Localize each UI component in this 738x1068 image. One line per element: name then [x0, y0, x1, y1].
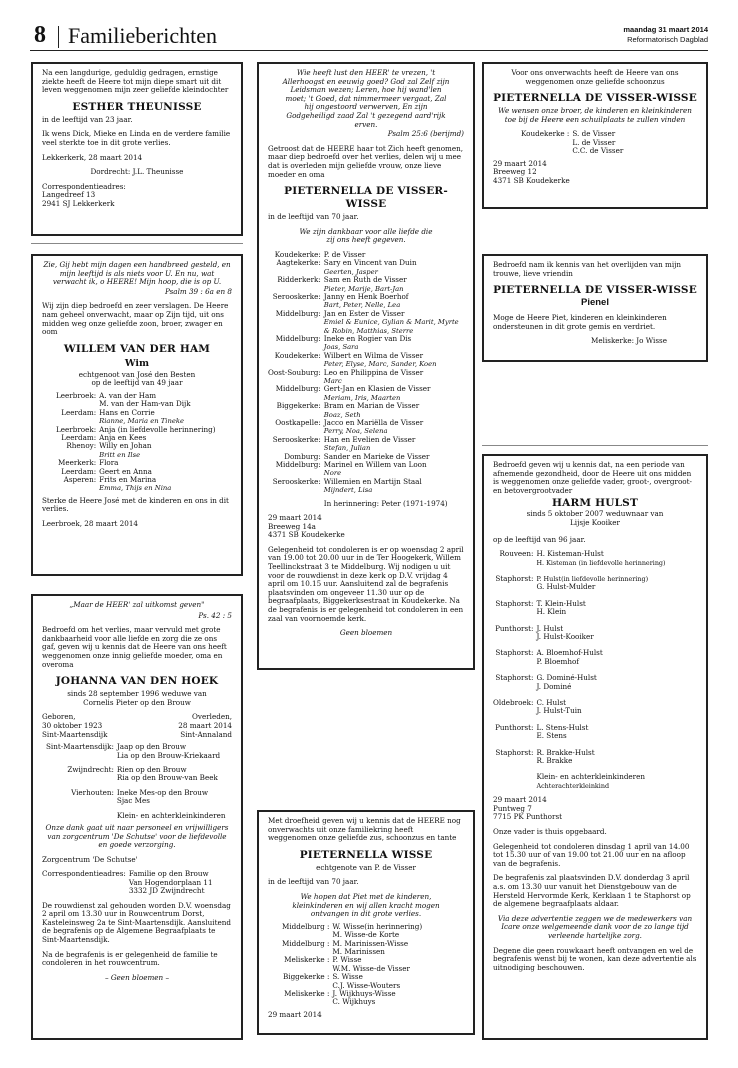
- family-row: [56, 476, 219, 484]
- family-names: Ineke en Rogier van Dis: [323, 333, 412, 343]
- notice-pieternella-in-laws: [482, 62, 708, 209]
- deceased-name: PIETERNELLA WISSE: [299, 848, 433, 861]
- address-street: Van Hogendorplaan 11: [128, 877, 213, 887]
- family-row: [493, 592, 669, 608]
- family-place: Serooskerke:: [272, 291, 321, 301]
- issue-date: maandag 31 maart 2014: [623, 25, 708, 34]
- family-row: [268, 276, 464, 284]
- family-names: Sjac Mes: [116, 796, 150, 806]
- family-names: A. van der Ham: [99, 390, 157, 400]
- family-row: [493, 567, 669, 583]
- family-names: Geert en Anna: [99, 466, 152, 476]
- family-place: [46, 774, 117, 788]
- family-names: Achterachterkleinkind: [536, 781, 610, 790]
- family-names: Perry, Noa, Selena: [323, 427, 388, 436]
- family-row: [268, 352, 464, 360]
- family-names: C.J. Wisse-Wouters: [332, 980, 401, 990]
- family-row: [493, 608, 669, 616]
- family-names: Jacco en Mariëlla de Visser: [323, 418, 424, 428]
- notice-harm-hulst: [482, 454, 708, 1040]
- family-list: [46, 743, 228, 820]
- notice-date: 29 maart 2014: [268, 513, 322, 523]
- family-names: Bram en Marian de Visser: [323, 401, 420, 411]
- family-place: [493, 608, 536, 616]
- family-names: J. Wijkhuys-Wisse: [332, 989, 396, 998]
- family-row: [493, 641, 669, 657]
- family-list: [268, 251, 464, 508]
- family-place: [46, 812, 117, 820]
- family-row: [46, 812, 228, 820]
- family-names: J. Hulst-Tuin: [536, 706, 582, 716]
- verse-reference: Psalm 25:6 (berijmd): [387, 129, 464, 139]
- family-place: Leerdam:: [61, 432, 97, 442]
- family-place: [46, 752, 117, 766]
- family-place: Punthorst:: [495, 722, 534, 732]
- family-place: [268, 318, 324, 335]
- family-place: Aagtekerke:: [276, 258, 321, 268]
- address-city: 3332 JD Zwijndrecht: [128, 886, 205, 896]
- column-rule: [31, 243, 243, 244]
- family-place: Staphorst:: [495, 648, 534, 658]
- family-place: Meliskerke :: [284, 955, 330, 965]
- family-row: [493, 550, 669, 558]
- family-place: Oost-Souburg:: [268, 367, 321, 377]
- family-list: [56, 392, 219, 493]
- family-names: H. Klein: [536, 607, 567, 617]
- family-place: Leerdam:: [61, 466, 97, 476]
- family-place: Koudekerke :: [521, 129, 570, 139]
- family-row: [46, 774, 228, 788]
- notice-intro: Getroost dat de HEERE haar tot Zich heeft genomen, maar diep bedroefd over het verlies, delen wij u mee dat is overleden mijn geliefde vrouw, onze lieve moeder en oma: [268, 143, 464, 179]
- notice-date: 29 maart 2014: [268, 1009, 322, 1019]
- family-place: [493, 583, 536, 591]
- family-names: Meriam, Iris, Maarten: [323, 393, 401, 402]
- address-name: Familie op den Brouw: [128, 869, 209, 879]
- family-names: Anja (in liefdevolle herinnering): [99, 424, 216, 434]
- family-place: Rhenoy:: [66, 441, 97, 451]
- condolence-info: Gelegenheid tot condoleren dinsdag 1 april van 14.00 tot 15.30 uur of van 19.00 tot 21.00 uur en na afloop van de begrafenis.: [493, 841, 690, 868]
- address-city: 4371 SB Koudekerke: [268, 530, 345, 540]
- address-street: Langedreef 13: [42, 190, 96, 200]
- family-names: Marc: [323, 377, 342, 385]
- service-info: Gelegenheid tot condoleren is er op woensdag 2 april van 19.00 tot 20.00 uur in de Ter Hoogekerk, Willem Teellinckstraat 3 te Middelburg. Wij nodigen u uit voor de rouwdienst in deze kerk op D.V. vrijdag 4 april om 10.15 uur. Aansluitend zal de begrafenis plaatsvinden om ongeveer 11.30 uur op de begraafplaats, Biggekerksestraat in Koudekerke. Na de begrafenis is er gelegenheid tot condoleren in een zaal van voornoemde kerk.: [268, 544, 464, 623]
- signature: Dordrecht: J.L. Theunisse: [90, 167, 184, 177]
- notice-intro: Voor ons onverwachts heeft de Heere van ons weggenomen onze geliefde schoonzus: [511, 68, 679, 86]
- address-city: 4371 SB Koudekerke: [493, 175, 570, 185]
- family-names: G. Dominé-Hulst: [536, 673, 597, 683]
- family-row: [268, 310, 464, 318]
- deceased-age: in de leeftijd van 70 jaar.: [268, 212, 359, 222]
- spouse: echtgenote van P. de Visser: [316, 862, 416, 872]
- family-list: [282, 923, 425, 1007]
- family-place: Rouveen:: [499, 549, 534, 559]
- family-names: Anja en Kees: [99, 432, 147, 442]
- family-names: P. Wisse: [332, 955, 362, 965]
- family-names: Lia op den Brouw-Kriekaard: [116, 750, 221, 760]
- family-place: Meerkerk:: [58, 458, 97, 468]
- family-row: [56, 442, 219, 450]
- family-names: M. van der Ham-van Dijk: [99, 399, 191, 409]
- family-row: [282, 998, 425, 1006]
- family-names: Han en Evelien de Visser: [323, 434, 416, 444]
- family-names: Willy en Johan: [99, 441, 152, 451]
- family-place: Leerdam:: [61, 407, 97, 417]
- widow-of: sinds 28 september 1996 weduwe van: [67, 689, 207, 699]
- family-row: [46, 797, 228, 811]
- family-place: [493, 707, 536, 715]
- family-names: C.C. de Visser: [572, 146, 624, 156]
- family-row: [268, 293, 464, 301]
- family-row: [493, 732, 669, 740]
- family-place: Punthorst:: [495, 623, 534, 633]
- family-names: Rianne, Maria en Tineke: [99, 417, 185, 426]
- deceased-callname: Wim: [124, 357, 150, 369]
- family-place: Asperen:: [63, 475, 97, 484]
- correspondence-address: [42, 870, 216, 895]
- family-names: Boaz, Seth: [323, 410, 361, 419]
- notice-intro: Bedroefd geven wij u kennis dat, na een periode van afnemende gezondheid, door de Heere uit ons midden is weggenomen onze geliefde vader, groot-, overgroot- en betovergrootvader: [493, 460, 692, 495]
- family-row: [268, 461, 464, 469]
- family-place: [268, 486, 324, 494]
- address-street: Breeweg 14a: [268, 521, 316, 531]
- notice-willem-van-der-ham: [31, 254, 243, 576]
- family-row: [268, 318, 464, 335]
- family-row: [268, 486, 464, 494]
- address-city: 7715 PK Punthorst: [493, 812, 563, 822]
- family-names: C. Hulst: [536, 698, 567, 708]
- family-place: [493, 765, 536, 781]
- family-names: P. de Visser: [323, 249, 366, 259]
- family-names: L. Stens-Hulst: [536, 722, 589, 732]
- notice-intro: Na een langdurige, geduldig gedragen, ernstige ziekte heeft de Heere tot mijn diepe smart uit dit leven weggenomen mijn zeer geliefde kleindochter: [42, 68, 229, 95]
- family-names: S. de Visser: [572, 129, 616, 139]
- family-row: [493, 683, 669, 691]
- family-names: Pieter, Marije, Bart-Jan: [323, 284, 404, 293]
- family-row: [493, 716, 669, 732]
- address-city: 2941 SJ Lekkerkerk: [42, 198, 115, 208]
- family-place: Middelburg :: [282, 938, 330, 948]
- notice-intro: Bedroefd om het verlies, maar vervuld met grote dankbaarheid voor alle liefde en zorg die ze ons gaf, geven wij u kennis dat de Heere van ons heeft weggenomen onze innig geliefde moeder, oma en overoma: [42, 625, 227, 669]
- family-names: H. Kisteman (in liefdevolle herinnering): [536, 558, 666, 567]
- family-place: Leerbroek:: [56, 424, 97, 434]
- family-place: [493, 658, 536, 666]
- notice-date: 29 maart 2014: [493, 158, 547, 168]
- family-names: H. Kisteman-Hulst: [536, 549, 604, 559]
- family-place: Staphorst:: [495, 747, 534, 757]
- family-names: Nore: [323, 469, 342, 478]
- family-names: Marinel en Willem van Loon: [323, 460, 427, 470]
- thanks-message: Onze dank gaat uit naar personeel en vrijwilligers van zorgcentrum 'De Schutse' voor de liefdevolle en goede verzorging.: [45, 822, 229, 850]
- thanks-message: We zijn dankbaar voor alle liefde die zij ons heeft gegeven.: [299, 226, 433, 245]
- family-names: P. Bloemhof: [536, 656, 579, 666]
- service-info: De rouwdienst zal gehouden worden D.V. woensdag 2 april om 13.30 uur in Rouwcentrum Dorst, Kasteleinsweg 2a te Sint-Maartensdijk. Aansluitend de begrafenis op de Algemene Begraafplaats te Sint-Maartensdijk.: [42, 900, 231, 944]
- notice-intro: Met droefheid geven wij u kennis dat de HEERE nog onverwachts uit onze familiekring heeft weggenomen onze geliefde zus, schoonzus en tante: [268, 816, 461, 843]
- laid-out-at-home: Onze vader is thuis opgebaard.: [493, 827, 607, 837]
- family-message: Ik wens Dick, Mieke en Linda en de verdere familie veel sterkte toe in dit grote verlies.: [42, 129, 231, 147]
- deceased-name: ESTHER THEUNISSE: [72, 100, 202, 113]
- late-wife: Lijsje Kooiker: [570, 517, 620, 527]
- place-date: Leerbroek, 28 maart 2014: [42, 519, 138, 528]
- family-names: Willemien en Martijn Staal: [323, 476, 422, 486]
- care-home: Zorgcentrum 'De Schutse': [42, 854, 138, 864]
- family-place: Oldebroek:: [493, 698, 534, 708]
- closing-message: Sterke de Heere José met de kinderen en ons in dit verlies.: [42, 495, 229, 514]
- notice-date: 29 maart 2014: [493, 795, 547, 805]
- born-date: 30 oktober 1923: [42, 720, 103, 730]
- family-names: P. Hulst(in liefdevolle herinnering): [536, 574, 649, 583]
- died-date: 28 maart 2014: [178, 720, 232, 730]
- closing-message: Degene die geen rouwkaart heeft ontvangen en wel de begrafenis wenst bij te wonen, kan deze advertentie als uitnodiging beschouwen.: [493, 945, 697, 972]
- family-names: Gert-Jan en Klasien de Visser: [323, 384, 431, 394]
- family-names: J. Dominé: [536, 681, 572, 691]
- family-names: J. Hulst-Kooiker: [536, 632, 594, 641]
- family-names: Ineke Mes-op den Brouw: [116, 787, 209, 797]
- family-place: Staphorst:: [495, 573, 534, 583]
- died-label: Overleden,: [192, 712, 232, 722]
- deceased-age: op de leeftijd van 96 jaar.: [493, 534, 586, 544]
- family-place: Sint-Maartensdijk:: [46, 742, 114, 752]
- born-label: Geboren,: [42, 712, 76, 722]
- family-row: [493, 666, 669, 682]
- no-flowers: Geen bloemen: [339, 628, 393, 638]
- family-names: Jan en Ester de Visser: [323, 308, 405, 318]
- family-names: Sary en Vincent van Duin: [323, 258, 417, 268]
- family-names: Janny en Henk Boerhof: [323, 291, 409, 301]
- family-row: [493, 617, 669, 633]
- family-row: [268, 419, 464, 427]
- family-row: [268, 335, 464, 343]
- family-place: [56, 484, 99, 492]
- deceased-name: PIETERNELLA DE VISSER-WISSE: [284, 185, 448, 211]
- address-street: Breeweg 12: [493, 167, 537, 177]
- wish-message: We wensen onze broer, de kinderen en kleinkinderen toe bij de Heere een schuilplaats te zullen vinden: [498, 106, 692, 124]
- notice-intro: Wij zijn diep bedroefd en zeer verslagen. De Heere nam geheel onverwacht, maar op Zijn tijd, uit ons midden weg onze geliefde zoon, broer, zwager en oom: [42, 301, 229, 337]
- family-row: [493, 741, 669, 757]
- deceased-name: HARM HULST: [552, 497, 638, 510]
- hope-message: We hopen dat Piet met de kinderen, kleinkinderen en wij allen kracht mogen ontvangen in dit grote verlies.: [292, 891, 440, 919]
- family-place: [493, 757, 536, 765]
- died-place: Sint-Annaland: [180, 729, 232, 739]
- family-place: Koudekerke:: [274, 350, 321, 360]
- family-place: [493, 683, 536, 691]
- deceased-age: op de leeftijd van 49 jaar: [91, 378, 183, 388]
- family-place: Ridderkerk:: [277, 275, 321, 285]
- family-place: Vierhouten:: [71, 787, 114, 797]
- family-names: In herinnering: Peter (1971-1974): [323, 498, 448, 508]
- family-place: [493, 633, 536, 641]
- family-list: [521, 130, 626, 155]
- family-names: Klein- en achterkleinkinderen: [116, 810, 226, 820]
- family-place: Middelburg:: [275, 384, 321, 394]
- family-names: Emiel & Eunice, Gylian & Marit, Myrte & Robin, Matthias, Sterre: [323, 318, 459, 335]
- family-place: Zwijndrecht:: [67, 764, 114, 774]
- deceased-name: JOHANNA VAN DEN HOEK: [55, 675, 219, 688]
- family-place: Staphorst:: [495, 598, 534, 608]
- family-names: M. Wisse-de Korte: [332, 930, 400, 940]
- spouse: echtgenoot van José den Besten: [78, 369, 196, 379]
- family-names: Britt en Ilse: [99, 450, 141, 459]
- family-names: Flora: [99, 458, 119, 468]
- family-names: Jaap op den Brouw: [116, 742, 187, 752]
- family-names: A. Bloemhof-Hulst: [536, 648, 603, 658]
- family-names: Rien op den Brouw: [116, 764, 187, 774]
- family-row: [268, 369, 464, 377]
- family-row: [46, 752, 228, 766]
- family-row: [493, 559, 669, 567]
- family-place: [493, 559, 536, 567]
- address-street: Puntweg 7: [493, 803, 532, 813]
- family-names: R. Brakke: [536, 756, 573, 766]
- family-names: G. Hulst-Mulder: [536, 582, 596, 592]
- verse-reference: Psalm 39 : 6a en 8: [164, 286, 232, 296]
- late-husband: Cornelis Pieter op den Brouw: [83, 697, 191, 707]
- family-place: Middelburg:: [275, 460, 321, 470]
- signature: Meliskerke: Jo Wisse: [591, 336, 667, 346]
- family-place: Serooskerke:: [272, 476, 321, 486]
- family-place: Middelburg:: [275, 308, 321, 318]
- section-title: Familieberichten: [68, 23, 218, 48]
- family-names: W. Wisse(in herinnering): [332, 921, 423, 931]
- bible-verse: Zie, Gij hebt mijn dagen een handbreed gesteld, en mijn leeftijd is als niets voor U. En nu, wat verwacht ik, o HEERE! Mijn hoop, die is op U.: [43, 260, 231, 287]
- family-names: W.M. Wisse-de Visser: [332, 963, 410, 973]
- address-label: Correspondentieadres:: [42, 181, 126, 191]
- family-row: [493, 782, 669, 790]
- family-names: Emma, Thijs en Nina: [99, 484, 172, 493]
- family-names: Joas, Sara: [323, 343, 359, 352]
- family-place: [493, 782, 536, 790]
- wish-message: Moge de Heere Piet, kinderen en kleinkinderen ondersteunen in dit grote gemis en verdriet.: [493, 313, 667, 331]
- place-date: Lekkerkerk, 28 maart 2014: [42, 152, 143, 162]
- family-place: Serooskerke:: [272, 434, 321, 444]
- notice-pieternella-pienel: [482, 254, 708, 362]
- family-row: [493, 707, 669, 715]
- service-info: De begrafenis zal plaatsvinden D.V. donderdag 3 april a.s. om 13.30 uur vanuit het Dienstgebouw van de Hersteld Hervormde Kerk, Kerklaan 1 te Staphorst op de algemene begraafplaats aldaar.: [493, 873, 691, 909]
- family-row: [56, 484, 219, 492]
- family-names: Geerten, Jasper: [323, 267, 378, 276]
- family-row: [268, 495, 464, 508]
- family-names: Hans en Corrie: [99, 407, 155, 417]
- widower-of: sinds 5 oktober 2007 weduwnaar van: [526, 509, 664, 519]
- family-row: [268, 385, 464, 393]
- family-place: Leerbroek:: [56, 390, 97, 400]
- family-names: Wilbert en Wilma de Visser: [323, 350, 424, 360]
- family-row: [493, 633, 669, 641]
- family-place: Oostkapelle:: [275, 418, 321, 428]
- family-row: [268, 259, 464, 267]
- family-row: [268, 478, 464, 486]
- family-place: Middelburg :: [282, 921, 330, 931]
- family-row: [521, 147, 626, 155]
- family-row: [56, 409, 219, 417]
- notice-intro: Bedroefd nam ik kennis van het overlijden van mijn trouwe, lieve vriendin: [493, 260, 682, 278]
- family-names: Sander en Marieke de Visser: [323, 451, 430, 461]
- family-names: S. Wisse: [332, 972, 363, 982]
- no-flowers: – Geen bloemen –: [104, 972, 170, 982]
- deceased-callname: Pienel: [581, 297, 609, 309]
- family-names: Frits en Marina: [99, 475, 157, 484]
- paper-name: Reformatorisch Dagblad: [627, 35, 708, 44]
- family-names: T. Klein-Hulst: [536, 598, 586, 608]
- header-divider: [58, 26, 59, 48]
- family-names: M. Marinissen: [332, 946, 385, 956]
- birth-death-places: [42, 731, 232, 740]
- family-names: Stefan, Julian: [323, 444, 371, 453]
- deceased-age: in de leeftijd van 23 jaar.: [42, 114, 133, 124]
- family-names: Leo en Philippina de Visser: [323, 367, 424, 377]
- family-place: Meliskerke :: [284, 989, 330, 998]
- deceased-name: PIETERNELLA DE VISSER-WISSE: [493, 92, 697, 105]
- thanks-message: Via deze advertentie zeggen we de medewerkers van Icare onze welgemeende dank voor de zo lange tijd verleende hartelijke zorg.: [497, 913, 693, 940]
- family-names: C. Wijkhuys: [332, 997, 376, 1007]
- notice-pieternella-wisse: [257, 810, 475, 1035]
- family-row: [268, 436, 464, 444]
- family-names: Sam en Ruth de Visser: [323, 275, 407, 285]
- page-number: 8: [34, 22, 46, 48]
- family-names: Mijndert, Lisa: [323, 486, 373, 495]
- family-row: [493, 757, 669, 765]
- condolence-info: Na de begrafenis is er gelegenheid de familie te condoleren in het rouwcentrum.: [42, 949, 218, 968]
- family-names: L. de Visser: [572, 137, 616, 147]
- family-place: Koudekerke:: [274, 249, 321, 259]
- page-header: [30, 22, 708, 51]
- bible-verse: „Maar de HEER' zal uitkomst geven": [69, 600, 205, 609]
- notice-pieternella-de-visser-wisse: [257, 62, 475, 670]
- family-names: E. Stens: [536, 731, 567, 741]
- family-place: [282, 998, 332, 1006]
- bible-verse: Wie heeft lust den HEER' te vrezen, 't Allerhoogst en eeuwig goed? God zal Zelf zijn Leidsman wezen; Leren, hoe hij wand'len moet; 't Goed, dat nimmermeer vergaat, Zal hij ongestoord verwerven, En zijn Godgeheiligd zaad Zal 't gezegend aard'rijk erven.: [282, 68, 450, 129]
- family-place: [268, 495, 324, 508]
- family-place: Staphorst:: [495, 673, 534, 683]
- notice-johanna-van-den-hoek: [31, 594, 243, 1040]
- born-place: Sint-Maartensdijk: [42, 729, 108, 739]
- family-place: Domburg:: [284, 451, 321, 461]
- family-row: [493, 658, 669, 666]
- deceased-name: PIETERNELLA DE VISSER-WISSE: [493, 284, 697, 297]
- family-list: [493, 550, 669, 790]
- family-place: [46, 797, 117, 811]
- family-row: [493, 765, 669, 781]
- family-place: [493, 732, 536, 740]
- family-row: [493, 691, 669, 707]
- family-names: J. Hulst: [536, 623, 564, 633]
- family-place: Middelburg:: [275, 333, 321, 343]
- family-names: Ria op den Brouw-van Beek: [116, 773, 218, 783]
- verse-reference: Ps. 42 : 5: [198, 610, 232, 620]
- family-place: Biggekerke:: [276, 401, 321, 411]
- family-names: M. Marinissen-Wisse: [332, 938, 409, 948]
- family-names: R. Brakke-Hulst: [536, 747, 595, 757]
- address-label: Correspondentieadres:: [42, 869, 126, 879]
- deceased-age: in de leeftijd van 70 jaar.: [268, 877, 359, 887]
- family-row: [268, 402, 464, 410]
- column-rule: [482, 445, 708, 446]
- family-names: Bart, Peter, Nelle, Lea: [323, 301, 401, 310]
- family-names: Peter, Elyse, Marc, Sander, Koen: [323, 360, 437, 369]
- deceased-name: WILLEM VAN DER HAM: [63, 342, 211, 355]
- notice-esther-theunisse: [31, 62, 243, 236]
- family-names: Klein- en achterkleinkinderen: [536, 772, 645, 782]
- family-row: [493, 583, 669, 591]
- family-place: Biggekerke :: [282, 972, 330, 982]
